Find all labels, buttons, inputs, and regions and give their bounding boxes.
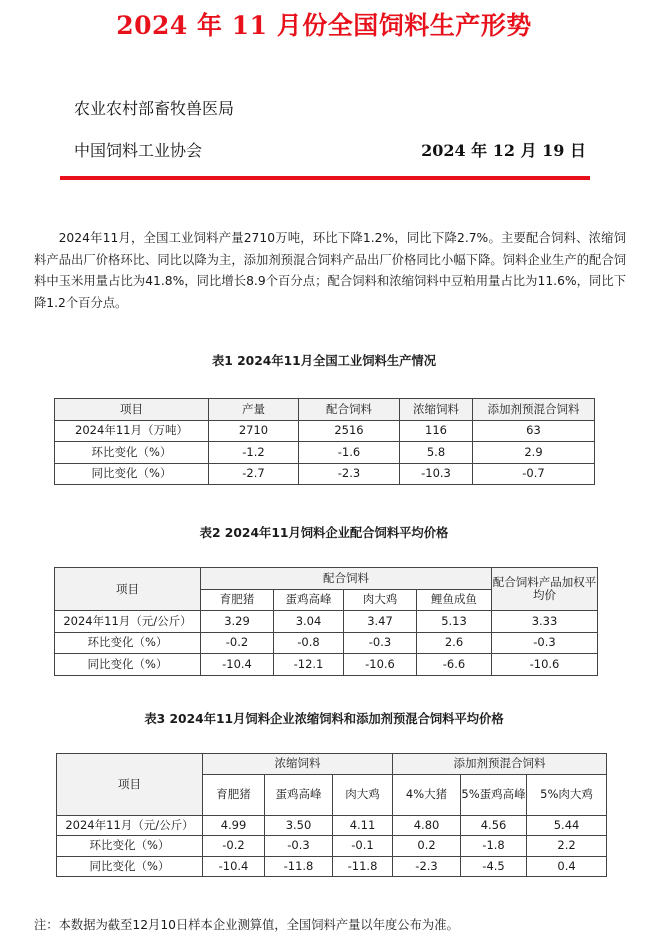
table-cell: -4.5 (461, 856, 527, 877)
table-cell: -0.8 (274, 632, 344, 654)
table2-caption: 表2 2024年11月饲料企业配合饲料平均价格 (199, 526, 449, 540)
table-cell: -1.6 (299, 442, 400, 464)
table-cell: -0.1 (333, 836, 393, 857)
header-cell: 添加剂预混合饲料 (473, 399, 595, 421)
table-row (57, 856, 607, 877)
item-header: 项目 (57, 754, 203, 816)
table-cell: 2.2 (527, 836, 607, 857)
table-cell: 3.47 (344, 611, 417, 633)
table-row (55, 420, 595, 442)
table-cell: 4.56 (461, 815, 527, 836)
row-label: 同比变化（%） (55, 654, 201, 676)
row-label: 2024年11月（元/公斤） (55, 611, 201, 633)
subheader-cell: 鲤鱼成鱼 (417, 589, 492, 611)
table-row (55, 632, 598, 654)
subheader-cell: 蛋鸡高峰 (265, 774, 333, 815)
issue-date: 2024 年 12 月 19 日 (421, 141, 586, 160)
table-cell: -0.2 (203, 836, 265, 857)
table-cell: 3.29 (201, 611, 274, 633)
concentrate-premix-price-table (56, 753, 607, 877)
table3-caption: 表3 2024年11月饲料企业浓缩饲料和添加剂预混合饲料平均价格 (144, 712, 504, 726)
table-cell: 4.99 (203, 815, 265, 836)
subheader-cell: 蛋鸡高峰 (274, 589, 344, 611)
subheader-cell: 5%蛋鸡高峰 (461, 774, 527, 815)
footnote: 注：本数据为截至12月10日样本企业测算值，全国饲料产量以年度公布为准。 (34, 918, 459, 932)
table-cell: -12.1 (274, 654, 344, 676)
header-cell: 产量 (209, 399, 299, 421)
table-cell: 2.9 (473, 442, 595, 464)
table-cell: -2.3 (393, 856, 461, 877)
header-cell: 项目 (55, 399, 209, 421)
subheader-cell: 肉大鸡 (344, 589, 417, 611)
header-cell: 配合饲料 (299, 399, 400, 421)
table-cell: 5.44 (527, 815, 607, 836)
table-cell: -0.2 (201, 632, 274, 654)
table-header-row (57, 754, 607, 775)
table-cell: -6.6 (417, 654, 492, 676)
header-cell: 浓缩饲料 (400, 399, 473, 421)
table-cell: 116 (400, 420, 473, 442)
row-label: 同比变化（%） (57, 856, 203, 877)
table-cell: 0.4 (527, 856, 607, 877)
table-cell: -10.4 (203, 856, 265, 877)
table-cell: -2.7 (209, 463, 299, 485)
table-cell: -11.8 (333, 856, 393, 877)
table-cell: 5.13 (417, 611, 492, 633)
table-cell: 3.33 (492, 611, 598, 633)
compound-feed-price-table (54, 567, 598, 676)
table-cell: -10.4 (201, 654, 274, 676)
table-row (55, 654, 598, 676)
table-row (57, 815, 607, 836)
production-table (54, 398, 595, 485)
group-header-premix: 添加剂预混合饲料 (393, 754, 607, 775)
table-cell: 2710 (209, 420, 299, 442)
row-label: 同比变化（%） (55, 463, 209, 485)
table-cell: -2.3 (299, 463, 400, 485)
table-cell: 4.11 (333, 815, 393, 836)
issuer-association: 中国饲料工业协会 (74, 141, 203, 160)
table-header-row (55, 568, 598, 590)
document-title: 2024 年 11 月份全国饲料生产形势 (116, 11, 532, 40)
table-cell: 3.04 (274, 611, 344, 633)
issuer-bureau: 农业农村部畜牧兽医局 (74, 99, 235, 118)
summary-paragraph: 2024年11月，全国工业饲料产量2710万吨，环比下降1.2%，同比下降2.7%。主要配合饲料、浓缩饲料产品出厂价格环比、同比以降为主，添加剂预混合饲料产品出厂价格同比小幅下降。饲料企业生产的配合饲料中玉米用量占比为41.8%，同比增长8.9个百分点；配合饲料和浓缩饲料中豆粕用量占比为11.6%，同比下降1.2个百分点。 (34, 231, 626, 310)
table-cell: 2.6 (417, 632, 492, 654)
table-cell: -1.2 (209, 442, 299, 464)
subheader-cell: 5%肉大鸡 (527, 774, 607, 815)
weighted-price-header: 配合饲料产品加权平均价 (492, 568, 598, 611)
table-cell: -0.3 (344, 632, 417, 654)
table-cell: 4.80 (393, 815, 461, 836)
table-header-row (55, 399, 595, 421)
table-cell: 5.8 (400, 442, 473, 464)
table-cell: -11.8 (265, 856, 333, 877)
table-cell: -10.3 (400, 463, 473, 485)
table-cell: -0.3 (265, 836, 333, 857)
table-cell: 63 (473, 420, 595, 442)
table-row (55, 611, 598, 633)
table-cell: 3.50 (265, 815, 333, 836)
table-cell: -0.7 (473, 463, 595, 485)
table-cell: 0.2 (393, 836, 461, 857)
group-header-concentrate: 浓缩饲料 (203, 754, 393, 775)
table-cell: -0.3 (492, 632, 598, 654)
red-divider (60, 176, 590, 180)
subheader-cell: 4%大猪 (393, 774, 461, 815)
table-cell: 2516 (299, 420, 400, 442)
row-label: 环比变化（%） (55, 442, 209, 464)
subheader-cell: 育肥猪 (201, 589, 274, 611)
table1-caption: 表1 2024年11月全国工业饲料生产情况 (211, 354, 437, 368)
row-label: 环比变化（%） (57, 836, 203, 857)
table-row (57, 836, 607, 857)
group-header: 配合饲料 (201, 568, 492, 590)
row-label: 环比变化（%） (55, 632, 201, 654)
row-label: 2024年11月（元/公斤） (57, 815, 203, 836)
subheader-cell: 肉大鸡 (333, 774, 393, 815)
table-cell: -1.8 (461, 836, 527, 857)
subheader-cell: 育肥猪 (203, 774, 265, 815)
row-label: 2024年11月（万吨） (55, 420, 209, 442)
table-cell: -10.6 (492, 654, 598, 676)
table-cell: -10.6 (344, 654, 417, 676)
table-row (55, 463, 595, 485)
table-row (55, 442, 595, 464)
item-header: 项目 (55, 568, 201, 611)
